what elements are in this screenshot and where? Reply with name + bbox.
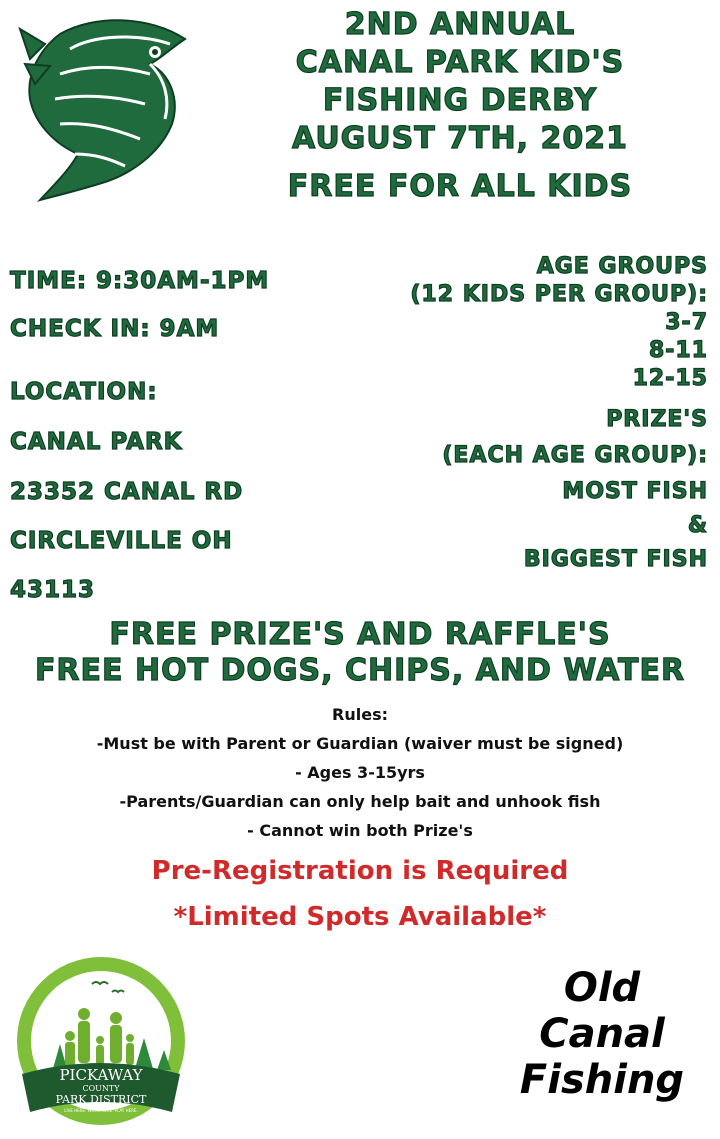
registration-notice bbox=[0, 848, 720, 940]
prizes-subtitle: (EACH AGE GROUP): bbox=[442, 443, 708, 468]
header-line: 2ND ANNUAL bbox=[344, 7, 576, 42]
registration-required: Pre-Registration is Required bbox=[151, 856, 569, 886]
prize-ampersand: & bbox=[687, 513, 708, 538]
location-line: CANAL PARK bbox=[10, 429, 183, 455]
prizes-title: PRIZE'S bbox=[606, 407, 708, 432]
rules-section bbox=[0, 700, 720, 845]
free-for-all-kids: FREE FOR ALL KIDS bbox=[287, 169, 633, 204]
rules-title: Rules: bbox=[332, 705, 388, 724]
rule-item: - Ages 3-15yrs bbox=[295, 763, 425, 782]
rule-item: -Must be with Parent or Guardian (waiver must be signed) bbox=[96, 734, 624, 753]
limited-spots: *Limited Spots Available* bbox=[173, 902, 547, 932]
age-groups bbox=[410, 253, 708, 393]
age-group-item: 12-15 bbox=[632, 366, 708, 391]
rule-item: -Parents/Guardian can only help bait and unhook fish bbox=[119, 792, 601, 811]
prizes bbox=[442, 402, 708, 578]
age-groups-subtitle: (12 KIDS PER GROUP): bbox=[410, 282, 708, 307]
logo-tagline: LIVE HERE. WORK HERE. PLAY HERE. bbox=[64, 1108, 138, 1113]
header-line: CANAL PARK KID'S bbox=[295, 45, 625, 80]
free-offers bbox=[0, 617, 720, 689]
event-header bbox=[205, 6, 715, 206]
age-groups-title: AGE GROUPS bbox=[536, 254, 708, 279]
brand-line: Old bbox=[563, 965, 641, 1011]
location-line: 23352 CANAL RD bbox=[10, 479, 244, 505]
location-label: LOCATION: bbox=[10, 379, 158, 405]
location-line: CIRCLEVILLE OH bbox=[10, 528, 233, 554]
bass-fish-illustration bbox=[0, 4, 205, 204]
prize-item: MOST FISH bbox=[562, 479, 708, 504]
brand-line: Fishing bbox=[519, 1057, 685, 1103]
header-line: AUGUST 7TH, 2021 bbox=[292, 121, 628, 156]
logo-name-line1: PICKAWAY bbox=[59, 1066, 143, 1084]
age-group-item: 8-11 bbox=[648, 338, 708, 363]
old-canal-fishing-brand bbox=[502, 965, 702, 1103]
header-line: FISHING DERBY bbox=[322, 83, 598, 118]
location-line: 43113 bbox=[10, 577, 96, 603]
pickaway-county-park-district-logo bbox=[12, 952, 190, 1130]
age-group-item: 3-7 bbox=[665, 310, 708, 335]
free-offer-line: FREE PRIZE'S AND RAFFLE'S bbox=[109, 617, 611, 652]
logo-name-line3: PARK DISTRICT bbox=[55, 1093, 147, 1106]
logo-name-line2: COUNTY bbox=[82, 1084, 120, 1093]
rule-item: - Cannot win both Prize's bbox=[247, 821, 473, 840]
event-time: TIME: 9:30AM-1PM bbox=[10, 268, 270, 294]
check-in-time: CHECK IN: 9AM bbox=[10, 316, 220, 342]
free-offer-line: FREE HOT DOGS, CHIPS, AND WATER bbox=[34, 653, 686, 688]
brand-line: Canal bbox=[539, 1011, 665, 1057]
prize-item: BIGGEST FISH bbox=[523, 547, 708, 572]
